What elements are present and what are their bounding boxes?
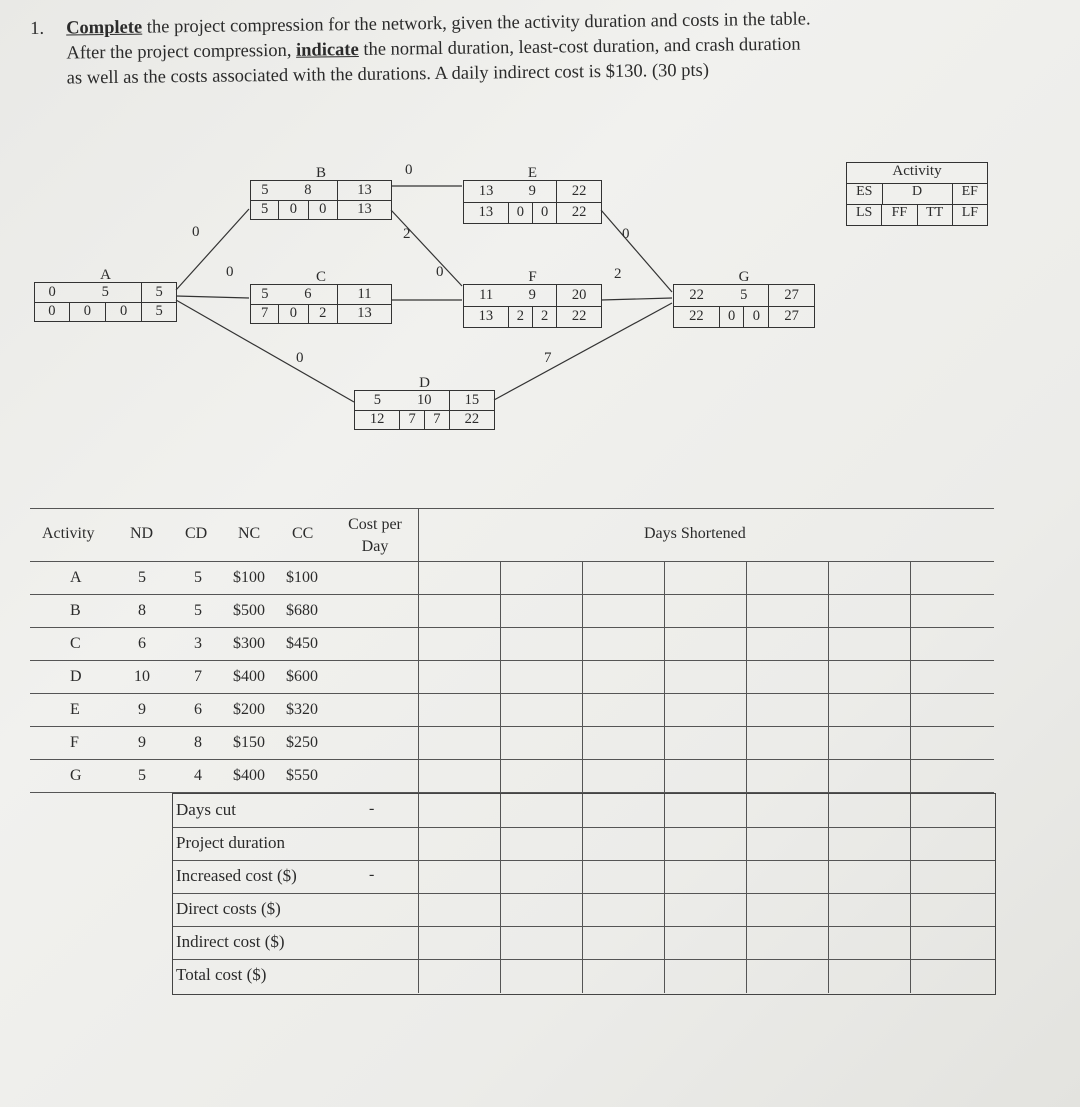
node-f-d: 9: [508, 285, 557, 306]
node-d-d: 10: [400, 391, 449, 410]
node-c-d: 6: [279, 285, 338, 304]
cell-nd: 10: [134, 668, 150, 685]
node-e: [463, 165, 602, 224]
arrow-a-b: [176, 209, 249, 290]
cell-cd: 7: [194, 668, 202, 685]
summary-label: Days cut: [176, 800, 236, 819]
node-c-ef: 11: [337, 285, 391, 304]
node-a-ff: 0: [69, 302, 105, 321]
summary-label: Indirect cost ($): [176, 932, 285, 951]
cell-nd: 5: [138, 569, 146, 586]
cell-nc: $400: [233, 668, 265, 685]
node-b-ls: 5: [260, 201, 269, 218]
cell-nc: $400: [233, 767, 265, 784]
header-cc: CC: [292, 525, 314, 542]
keyword-complete: Complete: [66, 17, 143, 39]
legend-top-row: [847, 184, 987, 205]
node-g: [673, 269, 815, 328]
node-b-tt: 0: [308, 200, 337, 219]
legend-es: ES: [856, 184, 873, 199]
question-line-3: as well as the costs associated with the durations. A daily indirect cost is $130. (30 pts): [66, 60, 710, 89]
summary-value: -: [369, 800, 375, 817]
legend-bottom-row: [847, 205, 987, 225]
legend-ff: FF: [881, 205, 916, 225]
cell-nc: $500: [233, 602, 265, 619]
node-a-ef: 5: [142, 283, 176, 302]
activity-legend: [846, 162, 988, 226]
node-e-ff: 0: [508, 202, 532, 223]
summary-label: Increased cost ($): [176, 866, 297, 885]
table-row: [30, 561, 994, 595]
question-number: 1.: [30, 18, 45, 39]
cell-activity: C: [70, 635, 81, 652]
header-cpd-2: Day: [361, 538, 389, 555]
node-b-ff: 0: [279, 200, 308, 219]
line2-text: After the project compression,: [66, 40, 297, 64]
node-a-ls: 0: [48, 303, 56, 320]
cell-cc: $550: [286, 767, 318, 784]
node-g-ef: 27: [769, 285, 814, 306]
node-c-lf: 13: [337, 304, 391, 323]
cell-nc: $300: [233, 635, 265, 652]
node-e-name: E: [527, 165, 538, 181]
node-e-tt: 0: [532, 202, 556, 223]
header-nd: ND: [130, 525, 154, 542]
node-d-ef: 15: [449, 391, 494, 410]
arrow-a-c: [176, 296, 249, 298]
table-row: [30, 693, 994, 727]
summary-label: Total cost ($): [176, 965, 267, 984]
node-c-ls: 7: [260, 305, 269, 322]
node-d-name: D: [419, 375, 430, 391]
summary-value: -: [369, 866, 375, 883]
node-g-ff: 0: [719, 306, 744, 327]
label-c-f: 0: [436, 264, 444, 280]
line1-text: the project compression for the network, given the activity duration and costs in the table.: [142, 9, 811, 38]
header-nc: NC: [238, 525, 261, 542]
legend-ls: LS: [855, 205, 873, 220]
node-b-ef: 13: [337, 181, 391, 200]
cell-cd: 8: [194, 734, 202, 751]
legend-title: Activity: [847, 163, 987, 184]
node-e-es: 13: [464, 181, 508, 202]
node-g-d: 5: [719, 285, 769, 306]
label-a-c: 0: [226, 264, 234, 280]
cell-cd: 5: [194, 602, 202, 619]
node-e-lf: 22: [557, 202, 601, 223]
summary-row-project-duration: [173, 827, 995, 861]
cell-nd: 8: [138, 602, 146, 619]
node-f-name: F: [528, 269, 537, 285]
node-g-ls: 22: [689, 308, 704, 325]
cell-nc: $200: [233, 701, 265, 718]
cell-activity: F: [70, 734, 79, 751]
summary-row-direct-costs: [173, 893, 995, 927]
table-row: [30, 594, 994, 628]
summary-table: [172, 793, 996, 995]
node-f-tt: 2: [532, 306, 556, 327]
node-b-d: 8: [279, 181, 338, 200]
header-days-shortened: Days Shortened: [644, 525, 746, 542]
node-d-lf: 22: [449, 410, 494, 429]
cell-nd: 9: [138, 734, 146, 751]
arrow-f-g: [601, 298, 672, 300]
cell-nd: 6: [138, 635, 146, 652]
cell-activity: B: [70, 602, 81, 619]
node-d-tt: 7: [424, 410, 449, 429]
legend-d: D: [882, 184, 952, 204]
node-e-ef: 22: [557, 181, 601, 202]
label-e-g: 0: [622, 226, 630, 242]
cell-cd: 3: [194, 635, 202, 652]
node-e-ls: 13: [478, 204, 494, 221]
header-cd: CD: [185, 525, 208, 542]
node-f-ff: 2: [508, 306, 532, 327]
node-f: [463, 269, 602, 328]
table-header: [30, 508, 994, 562]
cell-nc: $100: [233, 569, 265, 586]
node-g-name: G: [738, 269, 750, 285]
line2-rest: the normal duration, least-cost duration, and crash duration: [358, 34, 801, 60]
label-b-e: 0: [405, 162, 413, 178]
cell-cc: $450: [286, 635, 318, 652]
cell-cd: 4: [194, 767, 202, 784]
keyword-indicate: indicate: [295, 39, 359, 61]
node-a-es: 0: [35, 283, 69, 302]
legend-lf: LF: [952, 205, 987, 225]
node-a-tt: 0: [105, 302, 141, 321]
cell-nd: 5: [138, 767, 146, 784]
header-activity: Activity: [42, 525, 95, 542]
label-d-g: 7: [544, 350, 552, 366]
label-a-b: 0: [192, 224, 200, 240]
table-row: [30, 660, 994, 694]
node-d-ls: 12: [369, 411, 385, 428]
summary-label: Direct costs ($): [176, 899, 281, 918]
node-f-lf: 22: [557, 306, 601, 327]
node-f-ef: 20: [557, 285, 601, 306]
cell-cd: 6: [194, 701, 202, 718]
table-row: [30, 627, 994, 661]
cell-cc: $320: [286, 701, 318, 718]
header-cpd-1: Cost per: [348, 516, 402, 533]
cell-nd: 9: [138, 701, 146, 718]
legend-tt: TT: [917, 205, 952, 225]
network-lines: [0, 0, 1080, 500]
node-g-lf: 27: [769, 306, 814, 327]
cell-nc: $150: [233, 734, 265, 751]
cell-cd: 5: [194, 569, 202, 586]
cell-activity: A: [70, 569, 82, 586]
summary-row-total-cost: [173, 959, 995, 992]
node-b-name: B: [315, 165, 326, 181]
cell-cc: $680: [286, 602, 318, 619]
header-cost-per-day: [340, 514, 410, 558]
node-b: [250, 165, 392, 220]
node-a: [34, 267, 177, 322]
node-d-ff: 7: [400, 410, 425, 429]
label-b-f: 2: [403, 226, 411, 242]
summary-row-increased-cost: [173, 860, 995, 894]
node-c-name: C: [315, 269, 326, 285]
arrow-e-g: [601, 210, 672, 292]
table-row: [30, 726, 994, 760]
label-f-g: 2: [614, 266, 622, 282]
cell-activity: E: [70, 701, 80, 718]
node-c: [250, 269, 392, 324]
summary-label: Project duration: [176, 833, 286, 852]
node-c-tt: 2: [308, 304, 337, 323]
node-b-lf: 13: [337, 200, 391, 219]
node-c-ff: 0: [279, 304, 308, 323]
node-f-es: 11: [464, 285, 508, 306]
summary-row-days-cut: [173, 794, 995, 828]
node-a-lf: 5: [142, 302, 176, 321]
node-a-d: 5: [69, 283, 142, 302]
node-g-tt: 0: [744, 306, 769, 327]
cell-cc: $600: [286, 668, 318, 685]
node-c-es: 5: [251, 285, 279, 304]
arrow-b-f: [391, 210, 462, 286]
node-f-ls: 13: [478, 308, 494, 325]
node-e-d: 9: [508, 181, 557, 202]
node-d-es: 5: [355, 391, 400, 410]
node-g-es: 22: [674, 285, 719, 306]
table-row: [30, 759, 994, 793]
cell-cc: $250: [286, 734, 318, 751]
node-d: [354, 375, 495, 430]
node-a-name: A: [100, 267, 111, 283]
label-a-d: 0: [296, 350, 304, 366]
node-b-es: 5: [251, 181, 279, 200]
cell-activity: D: [70, 668, 82, 685]
cell-cc: $100: [286, 569, 318, 586]
cell-activity: G: [70, 767, 82, 784]
summary-row-indirect-cost: [173, 926, 995, 960]
legend-ef: EF: [952, 184, 988, 204]
